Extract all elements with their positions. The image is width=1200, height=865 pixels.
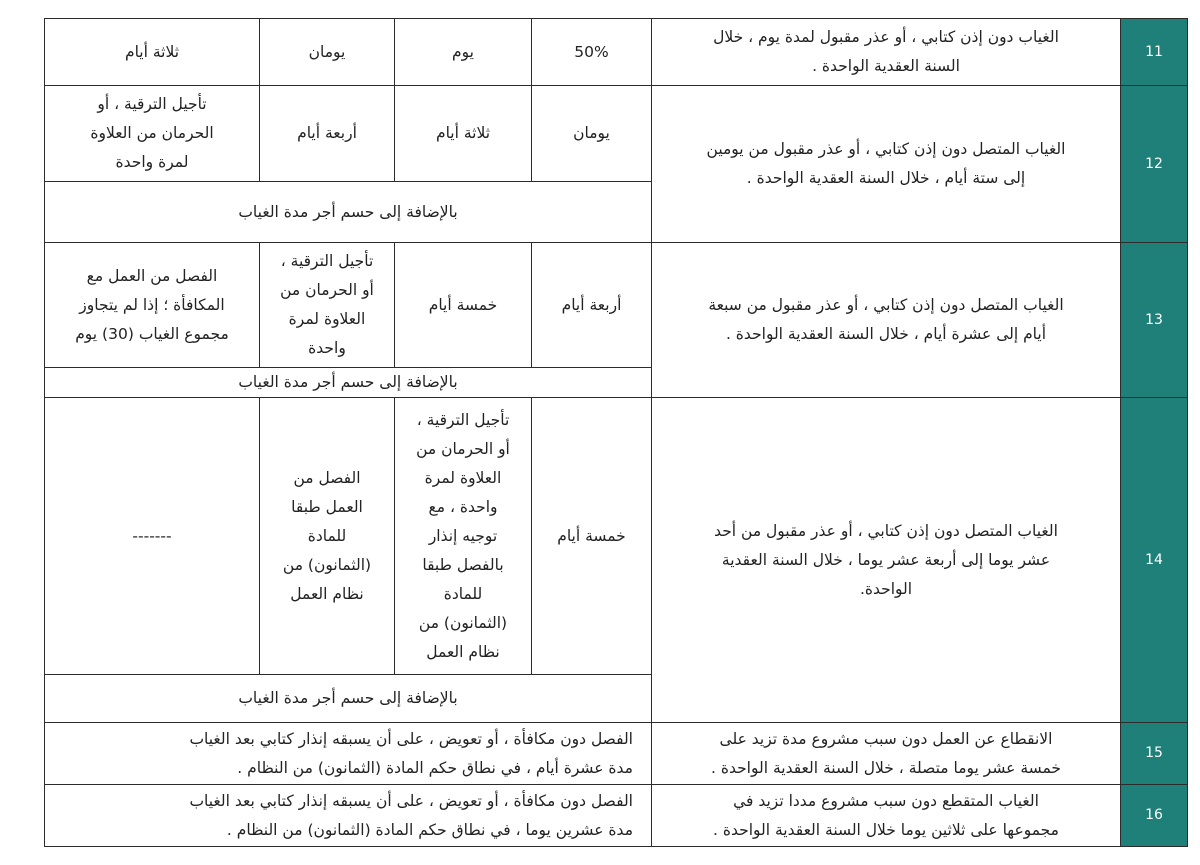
table-row [45, 398, 1188, 675]
penalty-fourth: الفصل من العمل مع المكافأة ؛ إذا لم يتجاوز مجموع الغياب (30) يوم [45, 243, 260, 368]
row-number: 12 [1121, 86, 1188, 243]
penalty-third: يومان [260, 19, 395, 86]
row-number: 16 [1121, 785, 1188, 847]
addition-note: بالإضافة إلى حسم أجر مدة الغياب [45, 182, 652, 243]
violation-description: الغياب المتصل دون إذن كتابي ، أو عذر مقبول من يومين إلى ستة أيام ، خلال السنة العقدية الواحدة . [652, 86, 1121, 243]
penalty-first: أربعة أيام [532, 243, 652, 368]
penalty-second: ثلاثة أيام [395, 86, 532, 182]
row-number: 14 [1121, 398, 1188, 723]
penalties-table [44, 18, 1188, 847]
addition-note: بالإضافة إلى حسم أجر مدة الغياب [45, 675, 652, 723]
violation-description: الغياب المتصل دون إذن كتابي ، أو عذر مقبول من أحد عشر يوما إلى أربعة عشر يوما ، خلال السنة العقدية الواحدة. [652, 398, 1121, 723]
penalty-third: الفصل من العمل طبقا للمادة (الثمانون) من نظام العمل [260, 398, 395, 675]
violation-description: الغياب المتقطع دون سبب مشروع مددا تزيد في مجموعها على ثلاثين يوما خلال السنة العقدية الواحدة . [652, 785, 1121, 847]
violation-description: الانقطاع عن العمل دون سبب مشروع مدة تزيد على خمسة عشر يوما متصلة ، خلال السنة العقدية الواحدة . [652, 723, 1121, 785]
penalty-first: 50% [532, 19, 652, 86]
addition-note: بالإضافة إلى حسم أجر مدة الغياب [45, 368, 652, 398]
row-number: 15 [1121, 723, 1188, 785]
table-row [45, 785, 1188, 847]
penalty-second: تأجيل الترقية ، أو الحرمان من العلاوة لمرة واحدة ، مع توجيه إنذار بالفصل طبقا للمادة (الثمانون) من نظام العمل [395, 398, 532, 675]
table-row [45, 243, 1188, 368]
penalty-fourth: ------- [45, 398, 260, 675]
penalty-second: خمسة أيام [395, 243, 532, 368]
penalty-second: يوم [395, 19, 532, 86]
table-row [45, 19, 1188, 86]
penalty-first: يومان [532, 86, 652, 182]
violation-description: الغياب المتصل دون إذن كتابي ، أو عذر مقبول من سبعة أيام إلى عشرة أيام ، خلال السنة العقدية الواحدة . [652, 243, 1121, 398]
penalty-third: أربعة أيام [260, 86, 395, 182]
row-number: 13 [1121, 243, 1188, 398]
penalty-first: خمسة أيام [532, 398, 652, 675]
row-number: 11 [1121, 19, 1188, 86]
table-row [45, 723, 1188, 785]
penalty-third: تأجيل الترقية ، أو الحرمان من العلاوة لمرة واحدة [260, 243, 395, 368]
table-row [45, 86, 1188, 182]
penalty-fourth: تأجيل الترقية ، أو الحرمان من العلاوة لمرة واحدة [45, 86, 260, 182]
violation-description: الغياب دون إذن كتابي ، أو عذر مقبول لمدة يوم ، خلال السنة العقدية الواحدة . [652, 19, 1121, 86]
penalty-combined: الفصل دون مكافأة ، أو تعويض ، على أن يسبقه إنذار كتابي بعد الغياب مدة عشرين يوما ، في نطاق حكم المادة (الثمانون) من النظام . [45, 785, 652, 847]
penalty-combined: الفصل دون مكافأة ، أو تعويض ، على أن يسبقه إنذار كتابي بعد الغياب مدة عشرة أيام ، في نطاق حكم المادة (الثمانون) من النظام . [45, 723, 652, 785]
penalty-fourth: ثلاثة أيام [45, 19, 260, 86]
